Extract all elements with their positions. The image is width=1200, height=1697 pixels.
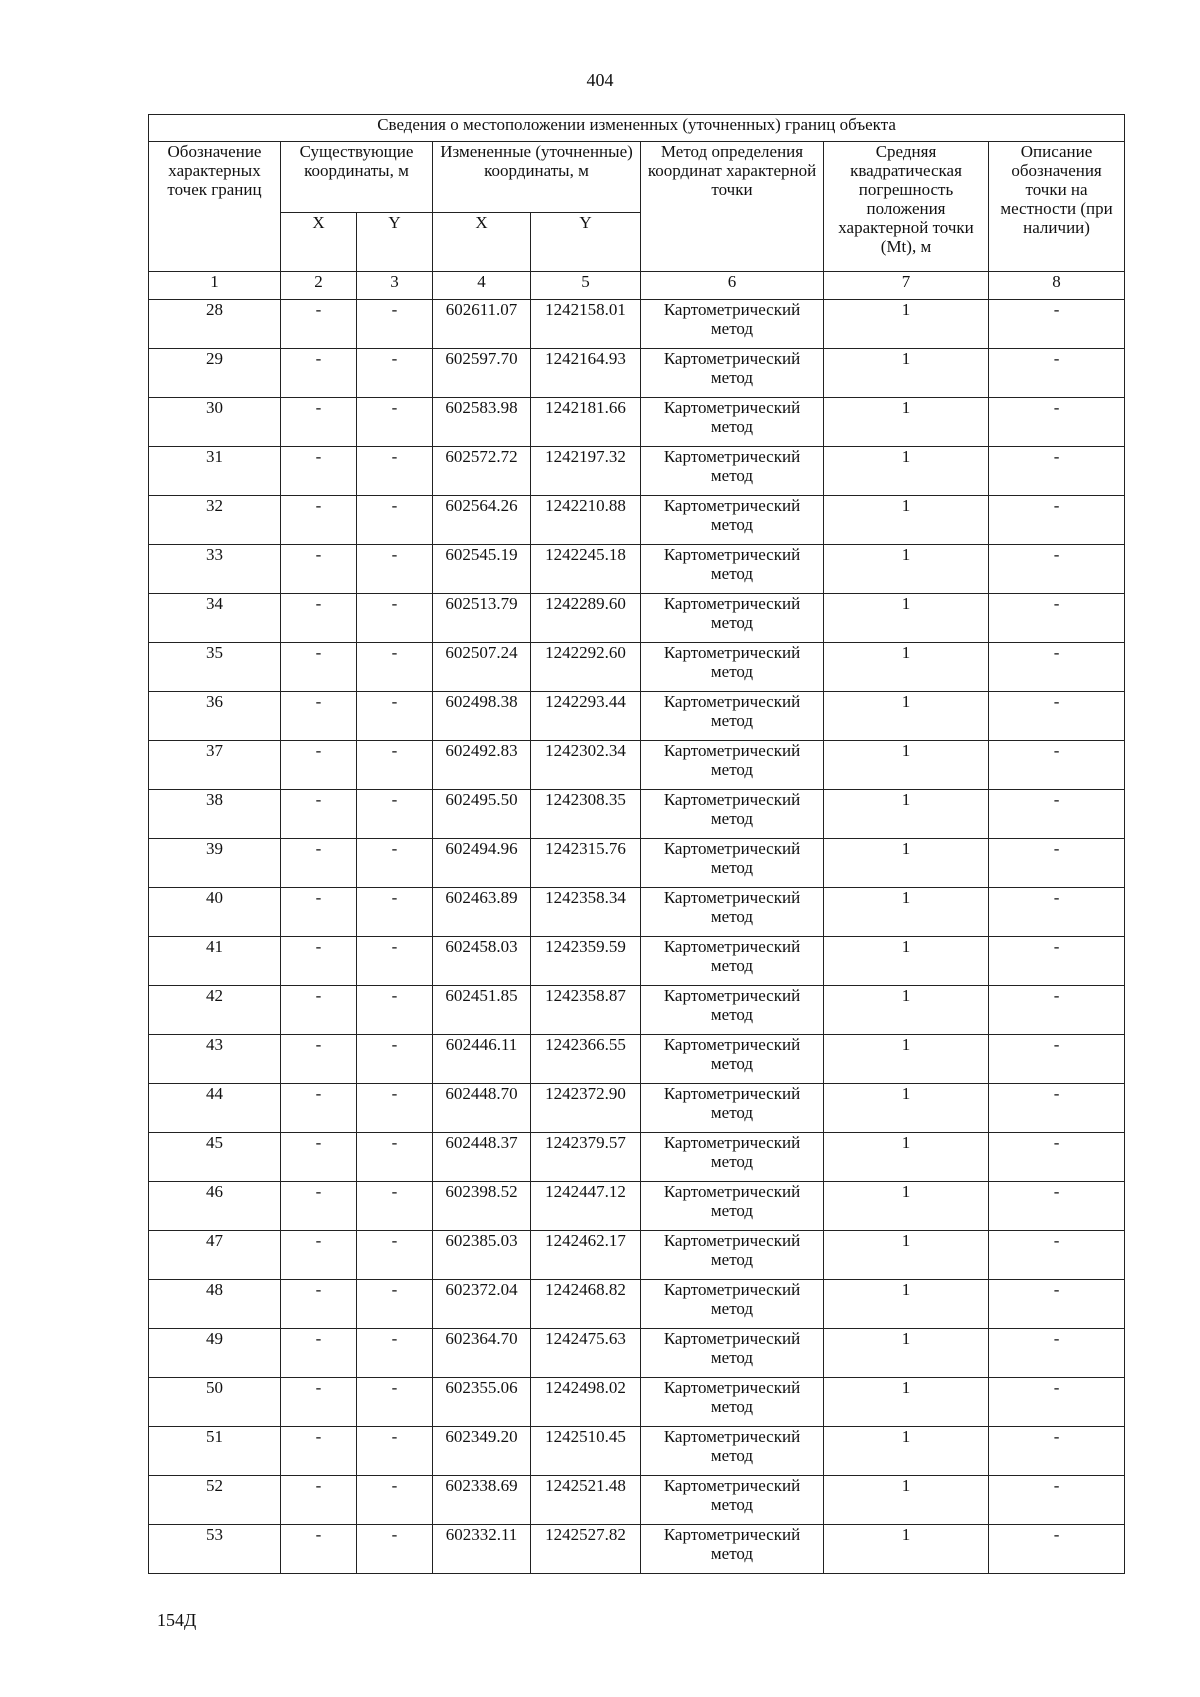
cell-existing-x: - bbox=[281, 643, 357, 692]
cell-existing-x: - bbox=[281, 1427, 357, 1476]
cell-point-number: 35 bbox=[149, 643, 281, 692]
cell-changed-x: 602338.69 bbox=[433, 1476, 531, 1525]
cell-changed-y: 1242462.17 bbox=[531, 1231, 641, 1280]
table-row bbox=[149, 839, 1125, 888]
cell-point-number: 53 bbox=[149, 1525, 281, 1574]
cell-existing-x: - bbox=[281, 1329, 357, 1378]
cell-existing-y: - bbox=[357, 1182, 433, 1231]
cell-point-number: 45 bbox=[149, 1133, 281, 1182]
cell-changed-y: 1242358.87 bbox=[531, 986, 641, 1035]
cell-existing-x: - bbox=[281, 692, 357, 741]
cell-mean-error: 1 bbox=[824, 398, 989, 447]
cell-changed-y: 1242158.01 bbox=[531, 300, 641, 349]
cell-mean-error: 1 bbox=[824, 1427, 989, 1476]
header-existing-y: Y bbox=[357, 213, 433, 272]
cell-changed-x: 602446.11 bbox=[433, 1035, 531, 1084]
table-title: Сведения о местоположении измененных (уточненных) границ объекта bbox=[149, 115, 1125, 142]
cell-existing-x: - bbox=[281, 888, 357, 937]
cell-description: - bbox=[989, 741, 1125, 790]
cell-description: - bbox=[989, 1427, 1125, 1476]
cell-description: - bbox=[989, 790, 1125, 839]
cell-description: - bbox=[989, 1084, 1125, 1133]
cell-mean-error: 1 bbox=[824, 888, 989, 937]
cell-point-number: 51 bbox=[149, 1427, 281, 1476]
cell-existing-y: - bbox=[357, 1084, 433, 1133]
cell-method: Картометрический метод bbox=[641, 1476, 824, 1525]
cell-mean-error: 1 bbox=[824, 937, 989, 986]
cell-description: - bbox=[989, 447, 1125, 496]
cell-mean-error: 1 bbox=[824, 839, 989, 888]
cell-mean-error: 1 bbox=[824, 986, 989, 1035]
cell-existing-x: - bbox=[281, 1231, 357, 1280]
cell-changed-x: 602572.72 bbox=[433, 447, 531, 496]
cell-existing-y: - bbox=[357, 1476, 433, 1525]
table-row bbox=[149, 1182, 1125, 1231]
table-row bbox=[149, 1084, 1125, 1133]
cell-method: Картометрический метод bbox=[641, 300, 824, 349]
cell-existing-y: - bbox=[357, 1525, 433, 1574]
cell-existing-y: - bbox=[357, 643, 433, 692]
cell-changed-y: 1242510.45 bbox=[531, 1427, 641, 1476]
cell-point-number: 30 bbox=[149, 398, 281, 447]
cell-changed-x: 602492.83 bbox=[433, 741, 531, 790]
cell-existing-y: - bbox=[357, 1427, 433, 1476]
cell-existing-y: - bbox=[357, 888, 433, 937]
cell-changed-x: 602583.98 bbox=[433, 398, 531, 447]
cell-description: - bbox=[989, 545, 1125, 594]
cell-changed-y: 1242372.90 bbox=[531, 1084, 641, 1133]
header-changed-x: X bbox=[433, 213, 531, 272]
cell-changed-y: 1242366.55 bbox=[531, 1035, 641, 1084]
cell-point-number: 52 bbox=[149, 1476, 281, 1525]
cell-method: Картометрический метод bbox=[641, 741, 824, 790]
cell-point-number: 37 bbox=[149, 741, 281, 790]
table-row bbox=[149, 1427, 1125, 1476]
cell-existing-x: - bbox=[281, 349, 357, 398]
cell-changed-y: 1242210.88 bbox=[531, 496, 641, 545]
cell-method: Картометрический метод bbox=[641, 1280, 824, 1329]
cell-method: Картометрический метод bbox=[641, 1329, 824, 1378]
cell-existing-x: - bbox=[281, 790, 357, 839]
column-number: 5 bbox=[531, 272, 641, 300]
column-number: 6 bbox=[641, 272, 824, 300]
cell-point-number: 49 bbox=[149, 1329, 281, 1378]
cell-description: - bbox=[989, 1133, 1125, 1182]
cell-changed-x: 602545.19 bbox=[433, 545, 531, 594]
header-existing-x: X bbox=[281, 213, 357, 272]
cell-changed-x: 602494.96 bbox=[433, 839, 531, 888]
cell-point-number: 47 bbox=[149, 1231, 281, 1280]
cell-mean-error: 1 bbox=[824, 1084, 989, 1133]
cell-description: - bbox=[989, 1525, 1125, 1574]
cell-description: - bbox=[989, 1035, 1125, 1084]
cell-point-number: 32 bbox=[149, 496, 281, 545]
cell-point-number: 29 bbox=[149, 349, 281, 398]
cell-point-number: 42 bbox=[149, 986, 281, 1035]
cell-existing-y: - bbox=[357, 986, 433, 1035]
cell-method: Картометрический метод bbox=[641, 839, 824, 888]
cell-mean-error: 1 bbox=[824, 594, 989, 643]
cell-method: Картометрический метод bbox=[641, 1378, 824, 1427]
table-row bbox=[149, 447, 1125, 496]
table-row bbox=[149, 986, 1125, 1035]
footer-code: 154Д bbox=[157, 1610, 197, 1630]
cell-changed-x: 602611.07 bbox=[433, 300, 531, 349]
cell-changed-x: 602451.85 bbox=[433, 986, 531, 1035]
table-row bbox=[149, 300, 1125, 349]
table-row bbox=[149, 496, 1125, 545]
cell-description: - bbox=[989, 300, 1125, 349]
cell-existing-y: - bbox=[357, 594, 433, 643]
cell-existing-x: - bbox=[281, 839, 357, 888]
cell-point-number: 39 bbox=[149, 839, 281, 888]
table-row bbox=[149, 349, 1125, 398]
header-method: Метод определения координат характерной точки bbox=[641, 142, 824, 272]
cell-changed-x: 602564.26 bbox=[433, 496, 531, 545]
cell-existing-y: - bbox=[357, 1280, 433, 1329]
cell-description: - bbox=[989, 1182, 1125, 1231]
cell-changed-x: 602398.52 bbox=[433, 1182, 531, 1231]
header-changed-coordinates: Измененные (уточненные) координаты, м bbox=[433, 142, 641, 213]
cell-existing-y: - bbox=[357, 839, 433, 888]
cell-existing-x: - bbox=[281, 398, 357, 447]
cell-existing-x: - bbox=[281, 1182, 357, 1231]
cell-changed-x: 602463.89 bbox=[433, 888, 531, 937]
cell-description: - bbox=[989, 1280, 1125, 1329]
cell-existing-y: - bbox=[357, 1329, 433, 1378]
cell-mean-error: 1 bbox=[824, 692, 989, 741]
cell-mean-error: 1 bbox=[824, 1035, 989, 1084]
cell-point-number: 48 bbox=[149, 1280, 281, 1329]
cell-changed-y: 1242302.34 bbox=[531, 741, 641, 790]
cell-method: Картометрический метод bbox=[641, 888, 824, 937]
table-row bbox=[149, 1476, 1125, 1525]
table-row bbox=[149, 545, 1125, 594]
cell-existing-x: - bbox=[281, 1084, 357, 1133]
cell-changed-y: 1242358.34 bbox=[531, 888, 641, 937]
cell-method: Картометрический метод bbox=[641, 790, 824, 839]
cell-changed-y: 1242308.35 bbox=[531, 790, 641, 839]
boundary-coordinates-table bbox=[148, 114, 1125, 1574]
cell-changed-y: 1242164.93 bbox=[531, 349, 641, 398]
cell-method: Картометрический метод bbox=[641, 349, 824, 398]
cell-changed-y: 1242468.82 bbox=[531, 1280, 641, 1329]
cell-description: - bbox=[989, 692, 1125, 741]
cell-point-number: 43 bbox=[149, 1035, 281, 1084]
cell-changed-x: 602349.20 bbox=[433, 1427, 531, 1476]
cell-description: - bbox=[989, 1329, 1125, 1378]
cell-changed-y: 1242475.63 bbox=[531, 1329, 641, 1378]
column-number: 3 bbox=[357, 272, 433, 300]
cell-point-number: 38 bbox=[149, 790, 281, 839]
cell-changed-x: 602495.50 bbox=[433, 790, 531, 839]
cell-changed-y: 1242379.57 bbox=[531, 1133, 641, 1182]
cell-method: Картометрический метод bbox=[641, 1133, 824, 1182]
cell-changed-x: 602507.24 bbox=[433, 643, 531, 692]
cell-mean-error: 1 bbox=[824, 790, 989, 839]
cell-description: - bbox=[989, 643, 1125, 692]
column-number: 4 bbox=[433, 272, 531, 300]
cell-existing-x: - bbox=[281, 986, 357, 1035]
table-row bbox=[149, 692, 1125, 741]
cell-changed-y: 1242527.82 bbox=[531, 1525, 641, 1574]
cell-description: - bbox=[989, 839, 1125, 888]
cell-description: - bbox=[989, 986, 1125, 1035]
cell-description: - bbox=[989, 594, 1125, 643]
cell-existing-x: - bbox=[281, 1133, 357, 1182]
header-mean-error: Средняя квадратическая погрешность положения характерной точки (Mt), м bbox=[824, 142, 989, 272]
table-row bbox=[149, 1231, 1125, 1280]
cell-description: - bbox=[989, 398, 1125, 447]
cell-point-number: 36 bbox=[149, 692, 281, 741]
cell-changed-y: 1242289.60 bbox=[531, 594, 641, 643]
cell-mean-error: 1 bbox=[824, 1182, 989, 1231]
cell-method: Картометрический метод bbox=[641, 937, 824, 986]
header-existing-coordinates: Существующие координаты, м bbox=[281, 142, 433, 213]
cell-point-number: 46 bbox=[149, 1182, 281, 1231]
cell-mean-error: 1 bbox=[824, 1476, 989, 1525]
cell-description: - bbox=[989, 1231, 1125, 1280]
table-row bbox=[149, 1035, 1125, 1084]
cell-mean-error: 1 bbox=[824, 447, 989, 496]
cell-changed-y: 1242245.18 bbox=[531, 545, 641, 594]
cell-changed-x: 602332.11 bbox=[433, 1525, 531, 1574]
cell-existing-x: - bbox=[281, 937, 357, 986]
column-number: 1 bbox=[149, 272, 281, 300]
cell-mean-error: 1 bbox=[824, 741, 989, 790]
cell-changed-x: 602597.70 bbox=[433, 349, 531, 398]
cell-method: Картометрический метод bbox=[641, 1231, 824, 1280]
cell-existing-y: - bbox=[357, 692, 433, 741]
cell-changed-y: 1242315.76 bbox=[531, 839, 641, 888]
cell-existing-x: - bbox=[281, 1280, 357, 1329]
cell-mean-error: 1 bbox=[824, 1133, 989, 1182]
header-description: Описание обозначения точки на местности (при наличии) bbox=[989, 142, 1125, 272]
cell-method: Картометрический метод bbox=[641, 1035, 824, 1084]
cell-method: Картометрический метод bbox=[641, 1427, 824, 1476]
cell-method: Картометрический метод bbox=[641, 643, 824, 692]
cell-point-number: 31 bbox=[149, 447, 281, 496]
table-row bbox=[149, 888, 1125, 937]
cell-changed-y: 1242447.12 bbox=[531, 1182, 641, 1231]
cell-existing-y: - bbox=[357, 1231, 433, 1280]
cell-changed-x: 602448.37 bbox=[433, 1133, 531, 1182]
cell-existing-y: - bbox=[357, 545, 433, 594]
table-row bbox=[149, 1329, 1125, 1378]
cell-mean-error: 1 bbox=[824, 545, 989, 594]
cell-point-number: 34 bbox=[149, 594, 281, 643]
cell-method: Картометрический метод bbox=[641, 447, 824, 496]
cell-existing-x: - bbox=[281, 1476, 357, 1525]
cell-existing-y: - bbox=[357, 741, 433, 790]
cell-changed-y: 1242197.32 bbox=[531, 447, 641, 496]
cell-point-number: 33 bbox=[149, 545, 281, 594]
cell-method: Картометрический метод bbox=[641, 692, 824, 741]
cell-existing-y: - bbox=[357, 349, 433, 398]
cell-changed-y: 1242181.66 bbox=[531, 398, 641, 447]
cell-existing-x: - bbox=[281, 741, 357, 790]
cell-point-number: 41 bbox=[149, 937, 281, 986]
cell-existing-x: - bbox=[281, 545, 357, 594]
cell-description: - bbox=[989, 937, 1125, 986]
cell-existing-y: - bbox=[357, 398, 433, 447]
cell-mean-error: 1 bbox=[824, 1378, 989, 1427]
cell-method: Картометрический метод bbox=[641, 398, 824, 447]
cell-existing-y: - bbox=[357, 1035, 433, 1084]
cell-method: Картометрический метод bbox=[641, 1084, 824, 1133]
cell-description: - bbox=[989, 349, 1125, 398]
table-row bbox=[149, 790, 1125, 839]
column-number: 7 bbox=[824, 272, 989, 300]
cell-method: Картометрический метод bbox=[641, 545, 824, 594]
cell-mean-error: 1 bbox=[824, 643, 989, 692]
cell-changed-y: 1242498.02 bbox=[531, 1378, 641, 1427]
page-number: 404 bbox=[586, 70, 614, 90]
table-row bbox=[149, 1133, 1125, 1182]
table-row bbox=[149, 594, 1125, 643]
cell-existing-x: - bbox=[281, 594, 357, 643]
cell-mean-error: 1 bbox=[824, 1525, 989, 1574]
cell-method: Картометрический метод bbox=[641, 986, 824, 1035]
cell-changed-x: 602458.03 bbox=[433, 937, 531, 986]
table-row bbox=[149, 1378, 1125, 1427]
cell-changed-x: 602385.03 bbox=[433, 1231, 531, 1280]
table-row bbox=[149, 741, 1125, 790]
cell-method: Картометрический метод bbox=[641, 496, 824, 545]
cell-mean-error: 1 bbox=[824, 300, 989, 349]
cell-point-number: 50 bbox=[149, 1378, 281, 1427]
table-row bbox=[149, 1525, 1125, 1574]
cell-point-number: 40 bbox=[149, 888, 281, 937]
cell-changed-x: 602372.04 bbox=[433, 1280, 531, 1329]
cell-existing-y: - bbox=[357, 300, 433, 349]
table-row bbox=[149, 643, 1125, 692]
cell-existing-x: - bbox=[281, 1035, 357, 1084]
table-row bbox=[149, 398, 1125, 447]
cell-point-number: 44 bbox=[149, 1084, 281, 1133]
cell-existing-x: - bbox=[281, 447, 357, 496]
cell-existing-x: - bbox=[281, 1525, 357, 1574]
cell-changed-y: 1242293.44 bbox=[531, 692, 641, 741]
cell-existing-x: - bbox=[281, 496, 357, 545]
cell-point-number: 28 bbox=[149, 300, 281, 349]
table-row bbox=[149, 1280, 1125, 1329]
cell-changed-y: 1242359.59 bbox=[531, 937, 641, 986]
column-number-row bbox=[149, 272, 1125, 300]
cell-description: - bbox=[989, 888, 1125, 937]
table-row bbox=[149, 937, 1125, 986]
cell-existing-y: - bbox=[357, 1378, 433, 1427]
cell-description: - bbox=[989, 496, 1125, 545]
header-point-designation: Обозначение характерных точек границ bbox=[149, 142, 281, 272]
cell-changed-y: 1242292.60 bbox=[531, 643, 641, 692]
cell-method: Картометрический метод bbox=[641, 1182, 824, 1231]
cell-changed-x: 602364.70 bbox=[433, 1329, 531, 1378]
cell-description: - bbox=[989, 1378, 1125, 1427]
cell-mean-error: 1 bbox=[824, 1329, 989, 1378]
cell-description: - bbox=[989, 1476, 1125, 1525]
cell-changed-x: 602448.70 bbox=[433, 1084, 531, 1133]
column-number: 8 bbox=[989, 272, 1125, 300]
cell-method: Картометрический метод bbox=[641, 1525, 824, 1574]
cell-method: Картометрический метод bbox=[641, 594, 824, 643]
cell-mean-error: 1 bbox=[824, 496, 989, 545]
cell-existing-y: - bbox=[357, 447, 433, 496]
cell-existing-y: - bbox=[357, 937, 433, 986]
cell-changed-x: 602498.38 bbox=[433, 692, 531, 741]
cell-existing-y: - bbox=[357, 1133, 433, 1182]
cell-changed-x: 602513.79 bbox=[433, 594, 531, 643]
cell-existing-y: - bbox=[357, 496, 433, 545]
cell-mean-error: 1 bbox=[824, 1280, 989, 1329]
cell-mean-error: 1 bbox=[824, 349, 989, 398]
cell-existing-y: - bbox=[357, 790, 433, 839]
cell-existing-x: - bbox=[281, 300, 357, 349]
header-changed-y: Y bbox=[531, 213, 641, 272]
cell-changed-x: 602355.06 bbox=[433, 1378, 531, 1427]
cell-changed-y: 1242521.48 bbox=[531, 1476, 641, 1525]
cell-mean-error: 1 bbox=[824, 1231, 989, 1280]
cell-existing-x: - bbox=[281, 1378, 357, 1427]
column-number: 2 bbox=[281, 272, 357, 300]
